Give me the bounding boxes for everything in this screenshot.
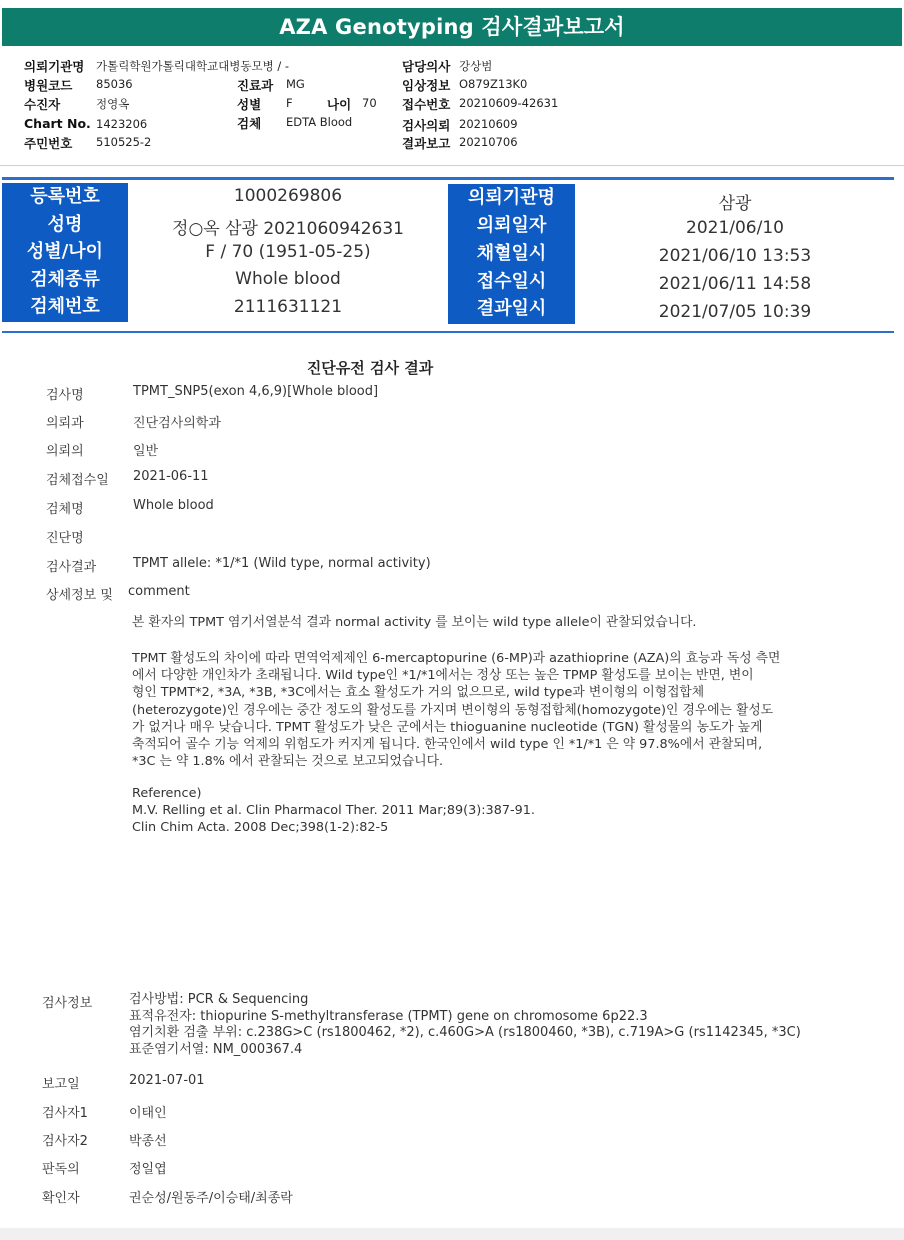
reg-label-result-time: 결과일시 [476,298,547,319]
test-info-substitution-sites: 염기치환 검출 부위: c.238G>C (rs1800462, *2), c.460G>A (rs1800460, *3B), c.719A>G (rs1142345, *3C) [129,1025,801,1041]
header-value-age: 70 [362,96,377,110]
references [132,785,822,837]
result-value-comment: comment [128,584,190,599]
signoff-label-report-date: 보고일 [42,1077,80,1092]
header-label-requesting-institution: 의뢰기관명 [24,59,85,74]
reg-value-receipt-time: 2021/06/11 14:58 [658,274,812,294]
signoff-value-reader: 정일엽 [129,1162,167,1177]
result-value-test-result: TPMT allele: *1/*1 (Wild type, normal activity) [133,556,431,571]
reg-label-requesting-institution: 의뢰기관명 [468,187,555,208]
header-label-doctor: 담당의사 [402,59,451,74]
result-label-diagnosis: 진단명 [46,531,84,546]
reg-value-name: 정○옥 삼광 2021060942631 [172,219,404,239]
result-value-department: 진단검사의학과 [133,416,221,431]
signoff-value-tester-1: 이태인 [129,1106,167,1121]
result-label-test-result: 검사결과 [46,560,97,575]
comment-detail-line: 축적되어 골수 기능 억제의 위험도가 커지게 됩니다. 한국인에서 wild type 인 *1/*1 은 약 97.8%에서 관찰되며, [132,737,763,753]
header-label-department: 진료과 [237,78,274,93]
test-info-reference-sequence: 표준염기서열: NM_000367.4 [129,1042,303,1058]
header-value-requesting-institution: 가톨릭학원가톨릭대학교대병동모병 / - [96,59,290,73]
reg-value-sex-age: F / 70 (1951-05-25) [205,242,371,262]
comment-summary: 본 환자의 TPMT 염기서열분석 결과 normal activity 를 보이는 wild type allele이 관찰되었습니다. [132,615,697,630]
reg-value-result-time: 2021/07/05 10:39 [658,302,812,322]
header-value-patient: 정영옥 [96,97,130,111]
reg-label-receipt-time: 접수일시 [476,271,547,292]
comment-detail-line: (heterozygote)인 경우에는 중간 정도의 활성도를 가지며 변이형의 동형접합체(homozygote)인 경우에는 활성도 [132,702,774,718]
comment-detail-line: 에서 다양한 개인차가 초래됩니다. Wild type인 *1/*1에서는 정상 또는 높은 TPMP 활성도를 보이는 반면, 변이 [132,668,754,684]
result-value-specimen-name: Whole blood [133,498,214,513]
page-bottom-band [0,1228,904,1240]
comment-detail-line: 형인 TPMT*2, *3A, *3B, *3C에서는 효소 활성도가 거의 없으므로, wild type과 변이형의 이형접합체 [132,685,705,701]
reg-label-specimen-number: 검체번호 [30,296,100,317]
header-label-test-request: 검사의뢰 [402,118,451,133]
result-label-test-name: 검사명 [46,388,84,403]
reg-value-specimen-type: Whole blood [235,269,341,289]
result-label-department: 의뢰과 [46,416,84,431]
header-value-test-request: 20210609 [459,117,518,131]
reg-label-sex-age: 성별/나이 [26,241,104,262]
result-label-physician: 의뢰의 [46,444,84,459]
header-value-resident-number: 510525-2 [96,135,152,149]
test-info-target-gene: 표적유전자: thiopurine S-methyltransferase (TPMT) gene on chromosome 6p22.3 [129,1008,648,1024]
header-value-clinical-info: O879Z13K0 [459,77,528,91]
reg-label-specimen-type: 검체종류 [30,269,100,290]
signoff-value-tester-2: 박종선 [129,1134,167,1149]
test-info-label: 검사정보 [42,996,93,1011]
signoff-label-confirmer: 확인자 [42,1191,80,1206]
signoff-label-tester-1: 검사자1 [42,1106,88,1121]
header-divider [0,165,904,166]
header-label-specimen: 검체 [237,116,262,131]
reg-label-registration-number: 등록번호 [30,186,100,207]
signoff-value-confirmer: 권순성/원동주/이승태/최종락 [129,1191,293,1206]
reg-value-request-date: 2021/06/10 [686,218,784,238]
reg-label-name: 성명 [47,214,83,235]
header-label-clinical-info: 임상정보 [402,78,451,93]
header-value-department: MG [286,77,305,91]
reference-heading: Reference) [132,786,202,801]
comment-detail-line: 가 없거나 매우 낮습니다. TPMT 활성도가 낮은 군에서는 thioguanine nucleotide (TGN) 활성물의 농도가 높게 [132,719,763,735]
header-value-receipt-number: 20210609-42631 [459,96,559,110]
header-label-hospital-code: 병원코드 [24,78,73,93]
header-label-age: 나이 [327,97,352,112]
header-label-chart-no: Chart No. [24,116,91,131]
comment-detail-line: TPMT 활성도의 차이에 따라 면역억제제인 6-mercaptopurine (6-MP)과 azathioprine (AZA)의 효능과 독성 측면 [132,651,781,666]
result-label-specimen-name: 검체명 [46,502,84,517]
comment-detail [132,650,822,770]
test-info-details [129,992,801,1059]
reg-label-collection-time: 채혈일시 [476,243,547,264]
comment-detail-line: *3C 는 약 1.8% 에서 관찰되는 것으로 보고되었습니다. [132,754,444,770]
signoff-value-report-date: 2021-07-01 [129,1073,205,1088]
header-value-result-report: 20210706 [459,135,518,149]
header-label-resident-number: 주민번호 [24,136,73,151]
header-value-sex: F [286,96,293,110]
reg-value-requesting-institution: 삼광 [718,194,752,214]
header-label-result-report: 결과보고 [402,136,451,151]
result-value-test-name: TPMT_SNP5(exon 4,6,9)[Whole blood] [133,384,379,399]
test-info-method: 검사방법: PCR & Sequencing [129,992,309,1007]
reference-item: Clin Chim Acta. 2008 Dec;398(1-2):82-5 [132,820,389,836]
reg-value-specimen-number: 2111631121 [233,297,343,317]
registration-top-border [2,177,894,180]
registration-bottom-border [2,331,894,333]
header-value-doctor: 강상범 [459,59,493,73]
header-label-receipt-number: 접수번호 [402,97,451,112]
header-value-specimen: EDTA Blood [286,115,353,129]
header-value-chart-no: 1423206 [96,117,148,131]
result-label-detail-info: 상세정보 및 [46,588,113,603]
reg-label-request-date: 의뢰일자 [476,215,547,236]
reference-item: M.V. Relling et al. Clin Pharmacol Ther. 2011 Mar;89(3):387-91. [132,803,535,819]
reg-value-collection-time: 2021/06/10 13:53 [658,246,812,266]
results-section-title: 진단유전 검사 결과 [306,359,434,377]
reg-value-registration-number: 1000269806 [233,186,343,206]
report-title: AZA Genotyping 검사결과보고서 [2,8,902,46]
signoff-label-reader: 판독의 [42,1162,80,1177]
result-value-specimen-receipt-date: 2021-06-11 [133,469,209,484]
result-value-physician: 일반 [133,444,159,459]
header-label-patient: 수진자 [24,97,61,112]
signoff-label-tester-2: 검사자2 [42,1134,88,1149]
header-value-hospital-code: 85036 [96,77,133,91]
result-label-specimen-receipt-date: 검체접수일 [46,473,109,488]
header-label-sex: 성별 [237,97,262,112]
